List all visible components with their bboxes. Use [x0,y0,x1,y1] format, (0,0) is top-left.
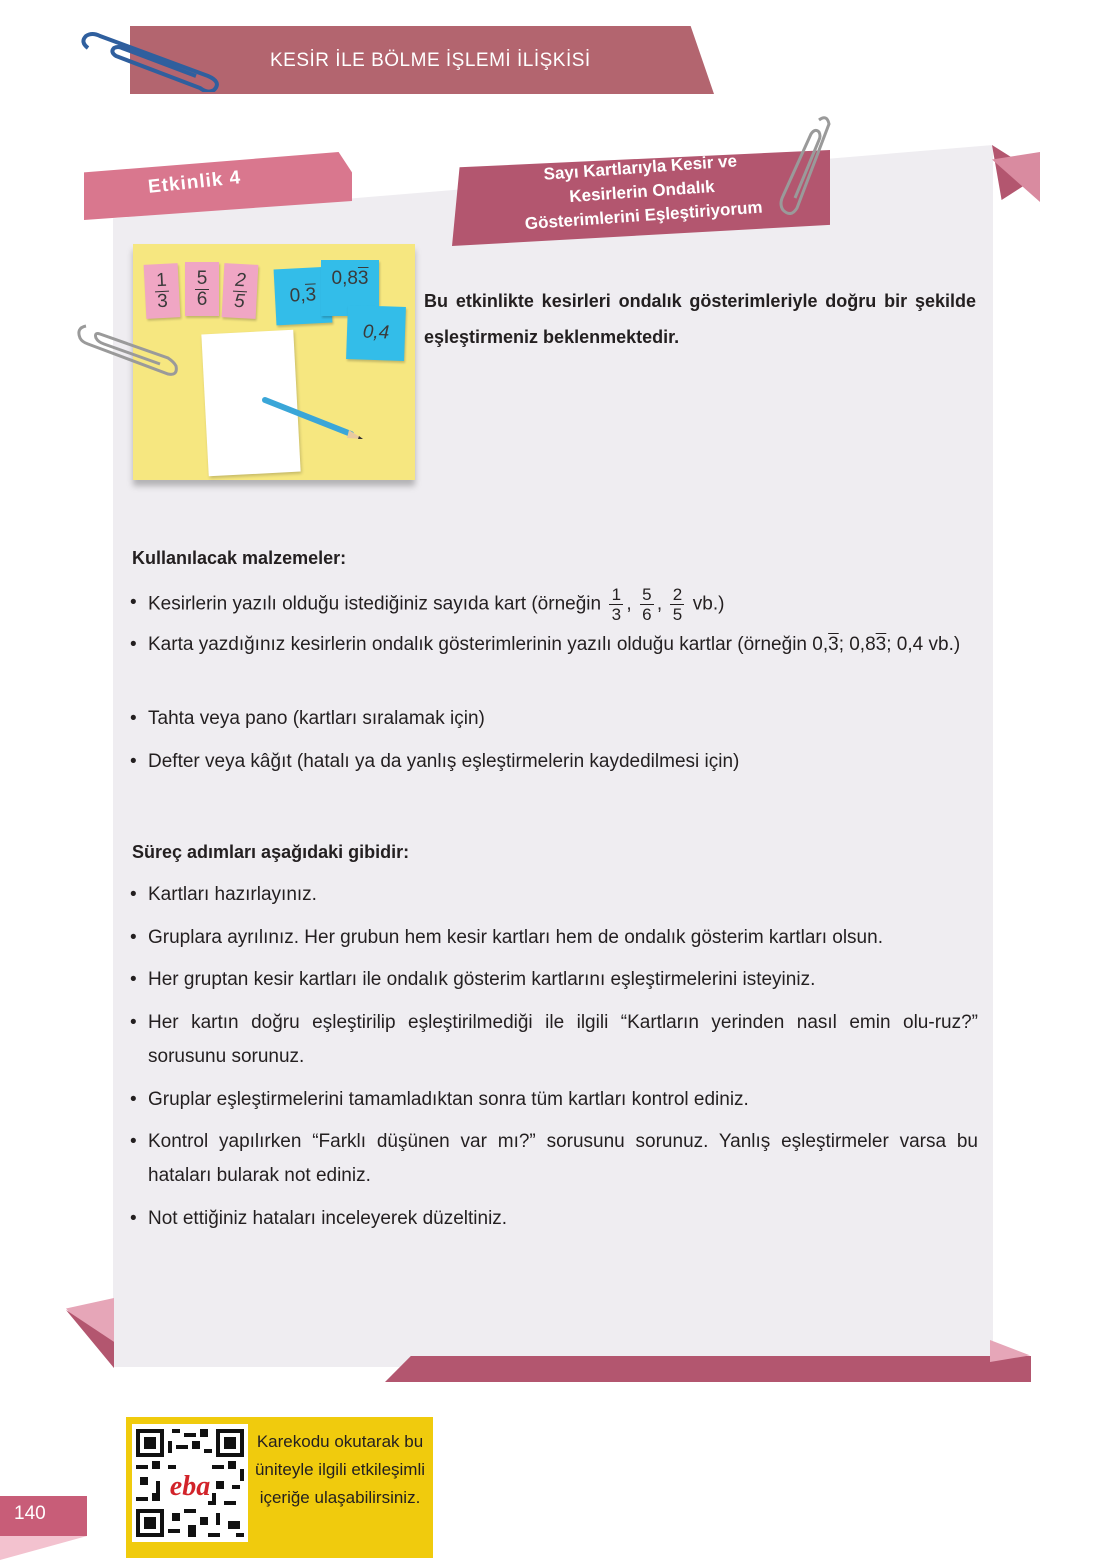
list-item: • Her kartın doğru eşleştirilip eşleştirilmediği ile ilgili “Kartların yerinden nasıl emin olu-ruz?” sorusunu sorunuz. [130,1012,978,1067]
list-item: • Kesirlerin yazılı olduğu istediğiniz sayıda kart (örneğin $\frac{1}{3}$ , $\frac{5}{6}$ , $\frac{2}{5}$ vb.) [130,585,725,624]
list-item: • Karta yazdığınız kesirlerin ondalık gösterimlerinin yazılı olduğu kartlar (örneğin 0,3; 0,83; 0,4 vb.) [130,634,961,655]
materials-heading: Kullanılacak malzemeler: [132,548,347,568]
fraction-card: 1 3 [144,263,181,319]
decimal-card: 0,4 [346,305,406,361]
inline-fraction: $\frac{2}{5}$ [670,586,684,623]
fraction-card: 2 5 [222,263,259,319]
activity-title-line: Gösterimlerini Eşleştiriyorum [524,197,764,234]
paperclip-icon [76,28,226,92]
qr-code-icon[interactable] [132,1424,248,1542]
fraction-card: 5 6 [185,262,219,316]
list-item: • Gruplar eşleştirmelerini tamamladıktan sonra tüm kartları kontrol ediniz. [130,1089,749,1110]
paperclip-icon [74,318,180,380]
page-number: 140 [14,1503,46,1524]
steps-heading: Süreç adımları aşağıdaki gibidir: [132,842,410,862]
inline-fraction: $\frac{1}{3}$ [609,586,623,623]
list-item: • Gruplara ayrılınız. Her grubun hem kesir kartları hem de ondalık gösterim kartları olsun. [130,927,883,948]
qr-caption: Karekodu okutarak bu üniteyle ilgili etkileşimli içeriğe ulaşabilirsiniz. [254,1432,426,1507]
intro-text: Bu etkinlikte kesirleri ondalık gösterimleriyle doğru bir şekilde eşleştirmeniz beklenmektedir. [424,291,976,347]
decimal-card: 0,8 3 [321,260,379,316]
header-title: KESİR İLE BÖLME İŞLEMİ İLİŞKİSİ [270,50,591,71]
corner-decoration [0,1536,87,1560]
bottom-band [385,1356,1031,1382]
activity-title-line: Kesirlerin Ondalık [568,176,716,207]
list-item: • Not ettiğiniz hataları inceleyerek düzeltiniz. [130,1208,508,1229]
activity-label: Etkinlik 4 [147,167,243,198]
inline-fraction: $\frac{5}{6}$ [640,586,654,623]
list-item: • Tahta veya pano (kartları sıralamak için) [130,708,485,729]
list-item: • Defter veya kâğıt (hatalı ya da yanlış eşleştirmelerin kaydedilmesi için) [130,751,740,772]
paperclip-icon [775,112,835,217]
eba-logo: eba [169,1471,211,1502]
pencil-icon [259,394,369,444]
list-item: • Kontrol yapılırken “Farklı düşünen var mı?” sorusunu sorunuz. Yanlış eşleştirmeler varsa bu hataları bularak not ediniz. [130,1131,978,1186]
activity-title-line: Sayı Kartlarıyla Kesir ve [542,151,738,184]
list-item: • Her gruptan kesir kartları ile ondalık gösterim kartlarını eşleştirmelerini isteyiniz. [130,969,816,990]
list-item: • Kartları hazırlayınız. [130,884,317,905]
decimal-card: 0, 3 [274,267,333,326]
